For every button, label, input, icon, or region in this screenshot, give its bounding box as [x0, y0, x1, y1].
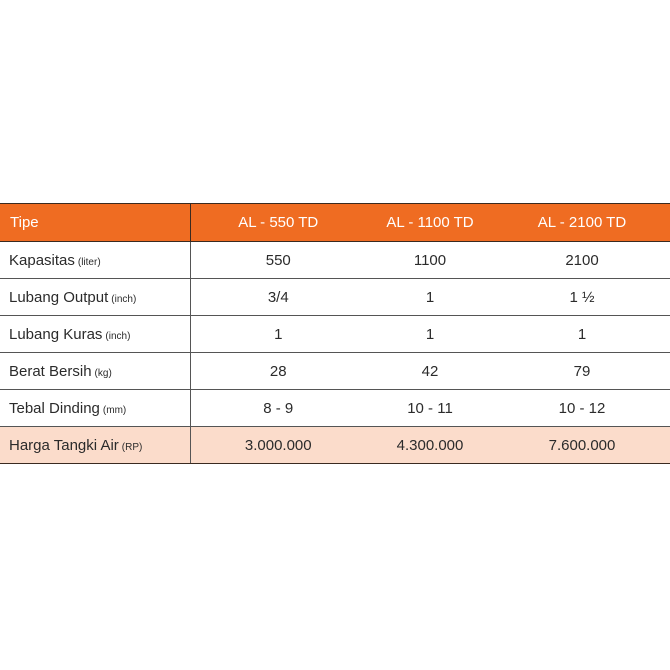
header-model: AL - 1100 TD: [366, 204, 494, 242]
table-cell: 79: [494, 353, 670, 390]
table-row-berat-bersih: [0, 353, 670, 390]
row-label: Lubang Kuras: [9, 325, 103, 343]
table-row-tebal-dinding: [0, 390, 670, 427]
table-cell: 10 - 12: [494, 390, 670, 427]
table-cell: 2100: [494, 242, 670, 279]
row-label-cell: [0, 279, 190, 316]
table-cell: 10 - 11: [366, 390, 494, 427]
row-label-cell: [0, 427, 190, 464]
row-unit: (inch): [105, 330, 131, 342]
row-unit: (mm): [102, 404, 127, 416]
row-label-cell: [0, 242, 190, 279]
row-label: Berat Bersih: [9, 362, 92, 380]
table-cell: 4.300.000: [366, 427, 494, 464]
table-cell: 550: [190, 242, 366, 279]
table-cell: 1: [494, 316, 670, 353]
table-cell: 1: [366, 316, 494, 353]
table-cell: 1100: [366, 242, 494, 279]
table-row-harga: [0, 427, 670, 464]
row-label-cell: [0, 316, 190, 353]
row-unit: (inch): [111, 293, 137, 305]
table-cell: 1: [366, 279, 494, 316]
row-unit: (kg): [94, 367, 112, 379]
table-row-lubang-kuras: [0, 316, 670, 353]
row-unit: (RP): [121, 441, 143, 453]
row-label: Harga Tangki Air: [9, 436, 119, 454]
row-label-cell: [0, 353, 190, 390]
header-label: Tipe: [0, 204, 190, 242]
table-cell: 1: [190, 316, 366, 353]
table-cell: 1 ½: [494, 279, 670, 316]
row-label: Tebal Dinding: [9, 399, 100, 417]
table-cell: 28: [190, 353, 366, 390]
table-cell: 8 - 9: [190, 390, 366, 427]
spec-table: [0, 203, 670, 464]
table-cell: 7.600.000: [494, 427, 670, 464]
table-row-kapasitas: [0, 242, 670, 279]
header-row: [0, 204, 670, 242]
header-model: AL - 2100 TD: [494, 204, 670, 242]
table-cell: 3.000.000: [190, 427, 366, 464]
row-label-cell: [0, 390, 190, 427]
table-row-lubang-output: [0, 279, 670, 316]
row-label: Kapasitas: [9, 251, 75, 269]
table-cell: 3/4: [190, 279, 366, 316]
table-cell: 42: [366, 353, 494, 390]
header-model: AL - 550 TD: [190, 204, 366, 242]
row-label: Lubang Output: [9, 288, 109, 306]
row-unit: (liter): [77, 256, 101, 268]
